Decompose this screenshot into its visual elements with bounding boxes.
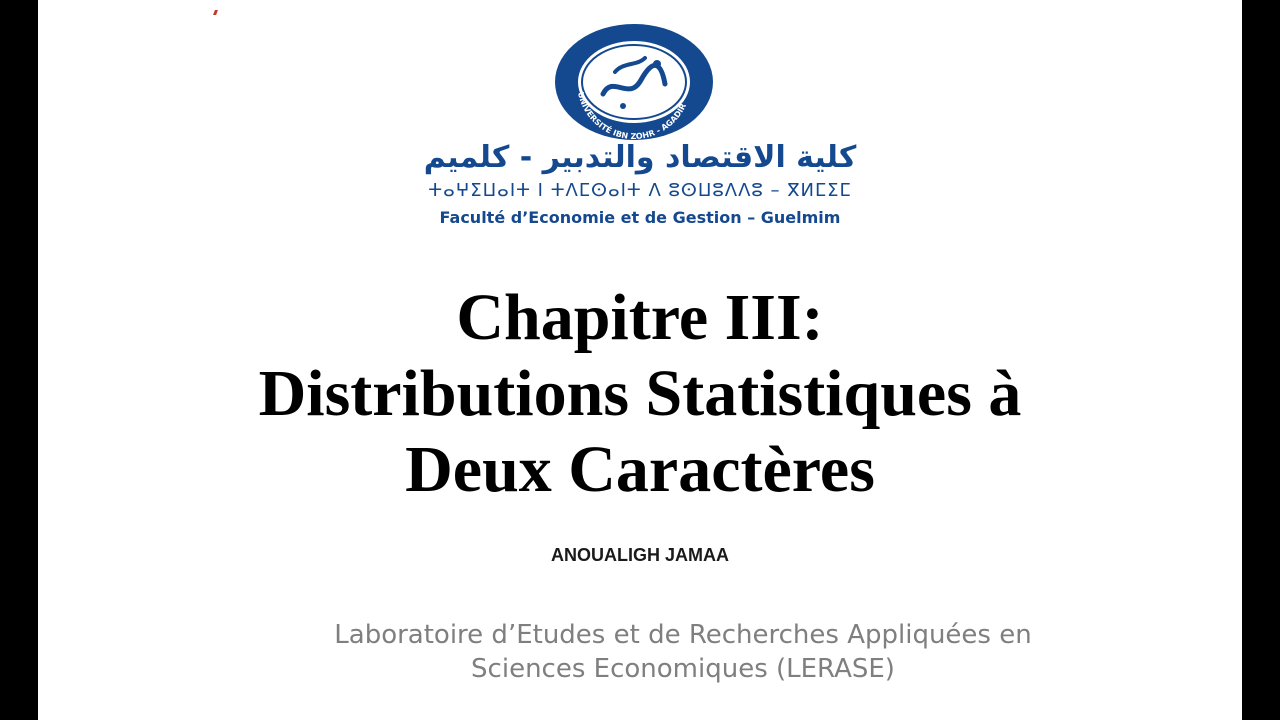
chapter-title-line-2: Distributions Statistiques à (258, 357, 1022, 430)
faculty-name-arabic: كلية الاقتصاد والتدبير - كلميم (423, 140, 857, 175)
laboratory-line-1: Laboratoire d’Etudes et de Recherches Appliquées en (334, 620, 1032, 650)
slide (38, 0, 1242, 720)
stray-mark (213, 10, 218, 15)
author-name: ANOUALIGH JAMAA (551, 545, 729, 565)
faculty-name-tifinagh: ⵜⴰⵖⵉⵡⴰⵏⵜ ⵏ ⵜⴷⵎⵙⴰⵏⵜ ⴷ ⵓⵙⵡⵓⴷⴷⵓ – ⴳⵍⵎⵉⵎ (428, 180, 852, 201)
laboratory-line-2: Sciences Economiques (LERASE) (471, 654, 895, 684)
laboratory-name (38, 618, 1242, 686)
faculty-name-french: Faculté d’Economie et de Gestion – Guelmim (439, 208, 841, 227)
seal-text: UNIVERSITÉ IBN ZOHR - AGADIR (575, 90, 688, 142)
chapter-title-line-3: Deux Caractères (405, 433, 875, 506)
university-seal-icon (553, 22, 715, 142)
chapter-title-line-1: Chapitre III: (456, 281, 824, 354)
faculty-logo (38, 22, 1242, 232)
chapter-title (38, 280, 1242, 508)
